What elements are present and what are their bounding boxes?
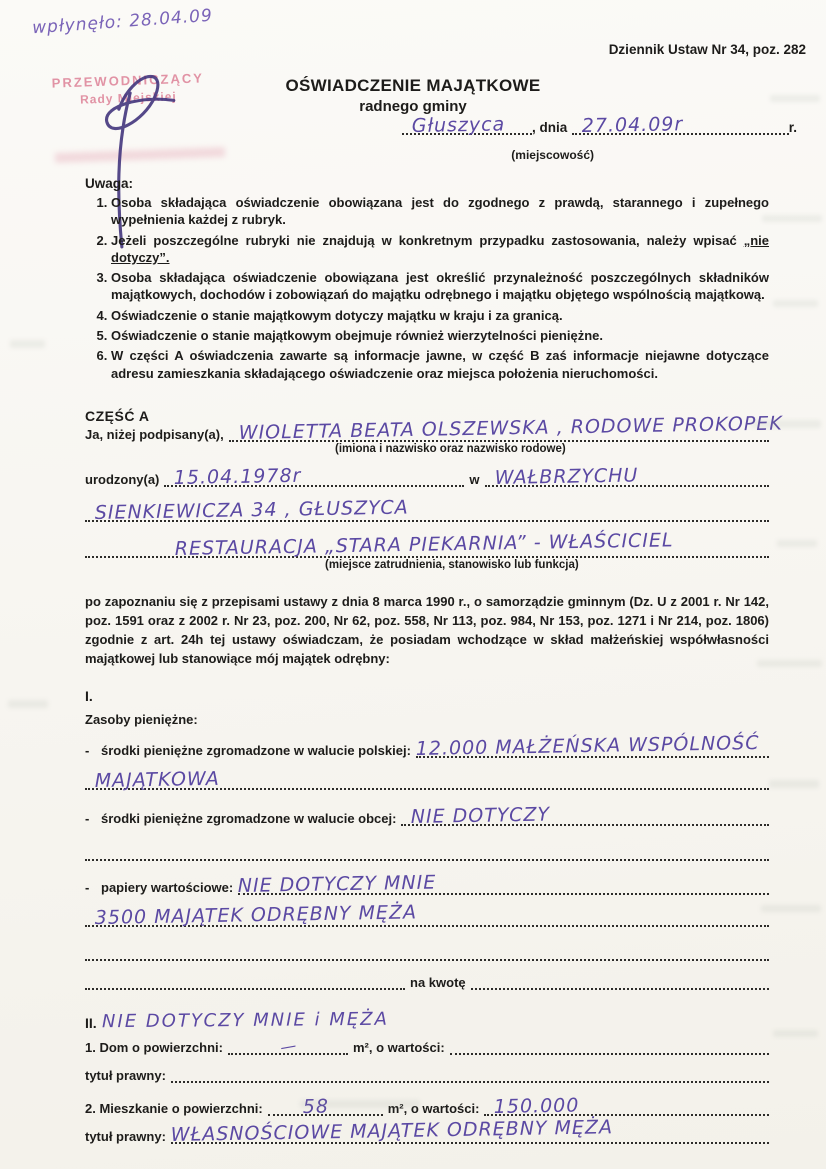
birth-date-field [164, 465, 464, 490]
empty-dotted-line [85, 844, 769, 860]
cash-foreign-handwriting: NIE DOTYCZY [411, 803, 551, 829]
uwaga-item: 1. Osoba składająca oświadczenie obowiązana jest do zgodnego z prawdą, starannego i zupełnego wypełnienia każdej z rubryk. [111, 194, 769, 229]
house-area-field [228, 1035, 348, 1058]
employment-caption: (miejsce zatrudnienia, stanowisko lub funkcja) [325, 559, 579, 571]
empty-dotted-line [85, 945, 769, 961]
bleed-through-mark [751, 420, 821, 428]
cash-pln-field [415, 731, 769, 760]
bleed-through-mark [757, 660, 822, 667]
place-and-date-line [402, 113, 802, 137]
uwaga-item: 6. W części A oświadczenia zawarte są informacje jawne, w część B zaś informacje niejawne dotyczące adresu zamieszkania składającego oświadczenie oraz miejsca położenia nieruchomości. [111, 347, 769, 382]
employment-field [85, 529, 769, 560]
flat-title-handwriting: WŁASNOŚCIOWE MAJĄTEK ODRĘBNY MĘŻA [170, 1116, 614, 1146]
cash-pln-field-2 [85, 767, 769, 792]
cash-foreign-label: - środki pieniężne zgromadzone w walucie obcej: [101, 811, 397, 827]
declarant-label: Ja, niżej podpisany(a), [85, 427, 224, 443]
uwaga-item: 2. Jeżeli poszczególne rubryki nie znajdują w konkretnym przypadku zastosowania, należy wpisać „nie dotyczy”. [111, 232, 769, 267]
document-title: OŚWIADCZENIE MAJĄTKOWE [285, 76, 541, 95]
house-label: 1. Dom o powierzchni: [85, 1040, 223, 1056]
bleed-through-mark [773, 1030, 818, 1037]
date-field [572, 113, 788, 137]
house-title-label: tytuł prawny: [85, 1068, 166, 1084]
flat-line [85, 1094, 769, 1118]
year-suffix: r. [788, 119, 797, 135]
address-field-line [85, 496, 769, 524]
securities-handwriting: NIE DOTYCZY MNIE [237, 871, 437, 897]
securities-line [85, 871, 769, 897]
declarant-field [229, 412, 783, 445]
employment-handwriting: RESTAURACJA „STARA PIEKARNIA” - WŁAŚCICIEL [174, 529, 674, 560]
house-title-field [171, 1067, 769, 1083]
cash-pln-handwriting: 12.000 MAŁŻEŃSKA WSPÓLNOŚĆ [415, 731, 760, 760]
bleed-through-mark [769, 780, 819, 788]
flat-label: 2. Mieszkanie o powierzchni: [85, 1100, 263, 1116]
flat-title-field [170, 1116, 769, 1146]
section-1-number: I. [85, 688, 93, 705]
flat-value-field [484, 1094, 769, 1118]
section-2-line [85, 1010, 769, 1031]
house-area-handwriting: — [278, 1035, 299, 1058]
declarant-handwriting: WIOLETTA BEATA OLSZEWSKA , RODOWE PROKOPEK [238, 412, 783, 445]
uwaga-item: 3. Osoba składająca oświadczenie obowiązana jest określić przynależność poszczególnych składników majątkowych, dochodów i zobowiązań do majątku odrębnego i majątku objętego wspólnością majątkową. [111, 269, 769, 304]
birth-place-field [485, 464, 769, 490]
uwaga-list [85, 194, 769, 382]
house-line [85, 1035, 769, 1058]
flat-title-line [85, 1116, 769, 1146]
birth-field-line [85, 464, 769, 490]
place-field [402, 113, 532, 137]
cash-pln-line [85, 731, 769, 760]
section-1-heading: Zasoby pieniężne: [85, 712, 198, 728]
date-handwriting: 27.04.09r [581, 113, 684, 137]
house-unit-label: m², o wartości: [352, 1040, 445, 1056]
uwaga-item: 5. Oświadczenie o stanie majątkowym obejmuje również wierzytelności pieniężne. [111, 327, 769, 344]
bleed-through-mark [10, 340, 45, 348]
names-caption: (imiona i nazwisko oraz nazwisko rodowe) [335, 443, 566, 456]
journal-reference: Dziennik Ustaw Nr 34, poz. 282 [608, 42, 806, 57]
legal-paragraph: po zapoznaniu się z przepisami ustawy z dnia 8 marca 1990 r., o samorządzie gminnym (Dz. U z 2001 r. Nr 142, poz. 1591 oraz z 2002 r. Nr 23, poz. 200, Nr 62, poz. 558, Nr 113, poz. 984, Nr 153, poz. 1271 i Nr 214, poz. 1806) zgodnie z art. 24h tej ustawy oświadczam, że posiadam wchodzące w skład małżeńskiej współwłasności majątkowej lub stanowiące mój majątek odrębny: [85, 594, 769, 666]
place-caption: (miejscowość) [511, 148, 594, 162]
form-body [85, 176, 783, 1146]
cash-foreign-field [401, 803, 769, 829]
securities-label: - papiery wartościowe: [101, 879, 234, 895]
born-in-label: w [469, 472, 480, 488]
received-date-note: wpłynęło: 28.04.09 [31, 5, 214, 39]
bleed-through-mark [761, 905, 821, 912]
securities-field-2 [85, 901, 769, 930]
bleed-through-mark [300, 1100, 420, 1108]
stamp-line-1: PRZEWODNICZĄCY [51, 70, 205, 91]
birth-date-handwriting: 15.04.1978r [174, 465, 302, 490]
flat-value-handwriting: 150.000 [494, 1094, 581, 1118]
address-handwriting: SIENKIEWICZA 34 , GŁUSZYCA [94, 496, 409, 524]
flat-title-label: tytuł prawny: [85, 1128, 166, 1144]
uwaga-heading: Uwaga: [85, 176, 134, 191]
bleed-through-mark [770, 95, 820, 102]
section-2-note-handwriting: NIE DOTYCZY MNIE i MĘŻA [101, 1008, 389, 1033]
birth-place-handwriting: WAŁBRZYCHU [494, 464, 639, 490]
house-title-line [85, 1067, 769, 1083]
document-subtitle: radnego gminy [359, 98, 467, 115]
house-value-field [450, 1039, 769, 1055]
cash-pln-line-2 [85, 767, 769, 792]
dnia-label: , dnia [532, 119, 568, 135]
uwaga-item: 4. Oświadczenie o stanie majątkowym dotyczy majątku w kraju i za granicą. [111, 307, 769, 324]
part-a-heading: CZĘŚĆ A [85, 407, 150, 424]
cash-foreign-line [85, 803, 769, 829]
amount-left-field [85, 973, 405, 989]
flat-unit-label: m², o wartości: [387, 1100, 480, 1116]
bleed-through-mark [762, 215, 822, 222]
securities-handwriting-2: 3500 MAJĄTEK ODRĘBNY MĘŻA [94, 901, 418, 930]
stamp-line-2: Rady Miejskiej [79, 88, 177, 107]
title-block [0, 76, 826, 115]
employment-field-line [85, 529, 769, 560]
cash-pln-label: - środki pieniężne zgromadzone w walucie polskiej: [101, 742, 411, 758]
born-label: urodzony(a) [85, 472, 160, 488]
bleed-through-mark [8, 700, 48, 708]
cash-pln-handwriting-2: MAJĄTKOWA [94, 767, 220, 792]
amount-right-field [471, 973, 769, 989]
securities-field [237, 871, 769, 897]
place-handwriting: Głuszyca [411, 113, 506, 137]
bleed-through-mark [773, 300, 818, 307]
nie-dotyczy-emphasis: „nie dotyczy”. [111, 232, 769, 265]
section-2-number: II. [85, 1014, 97, 1031]
amount-line [85, 973, 769, 989]
bleed-through-mark [777, 540, 817, 547]
securities-line-2 [85, 901, 769, 930]
flat-area-handwriting: 58 [302, 1095, 329, 1118]
amount-label: na kwotę [410, 974, 466, 990]
address-field [85, 496, 769, 524]
